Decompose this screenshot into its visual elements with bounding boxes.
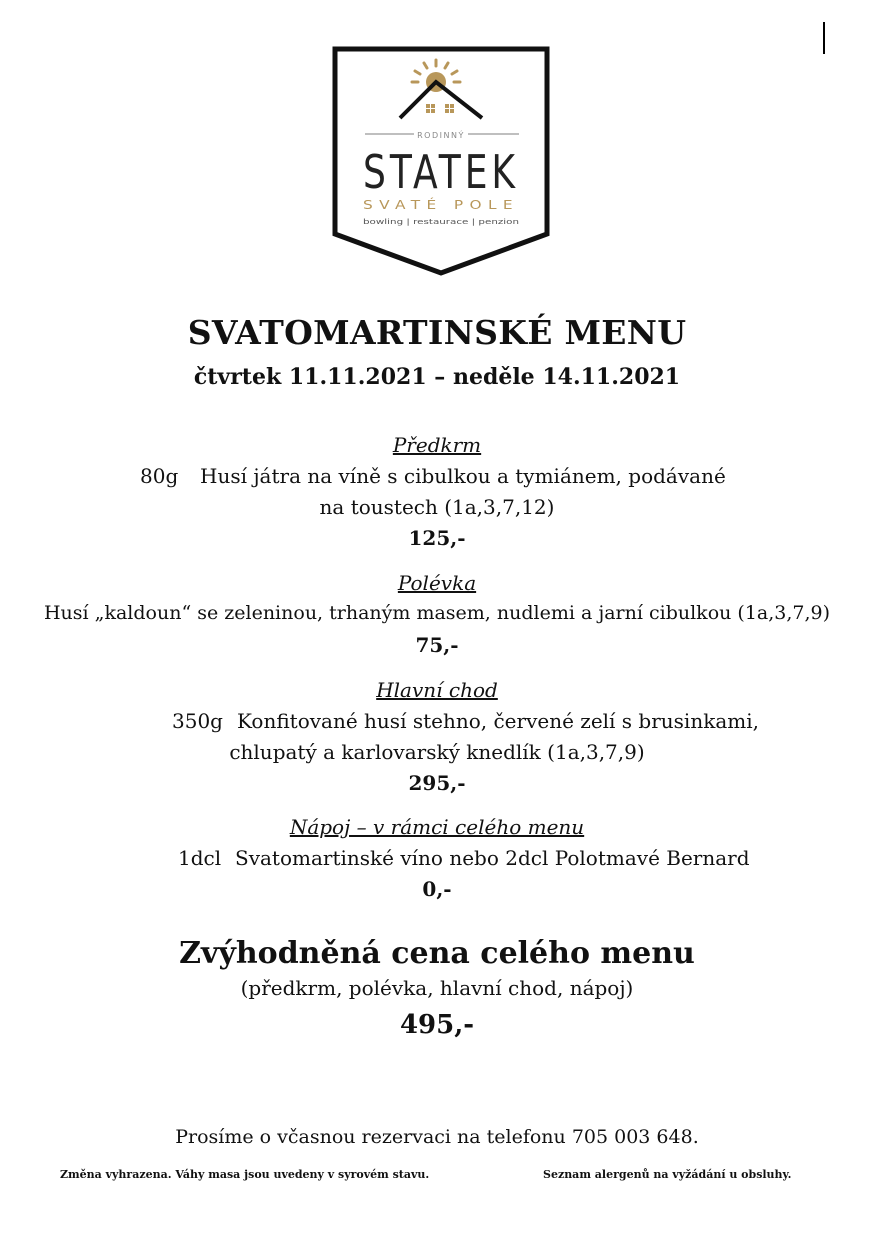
main-price: 295,- [408,771,466,795]
svg-text:bowling | restaurace | penzion: bowling | restaurace | penzion [363,218,519,226]
svg-text:STATEK: STATEK [363,145,519,199]
menu-title: SVATOMARTINSKÉ MENU [187,313,687,352]
main-heading: Hlavní chod [376,678,498,702]
text-cursor [823,22,825,54]
soup-price: 75,- [415,633,459,657]
footer-right-note: Seznam alergenů na vyžádání u obsluhy. [543,1168,792,1181]
offer-items: (předkrm, polévka, hlavní chod, nápoj) [240,976,634,1000]
main-qty: 350g [172,709,223,733]
main-desc-line1: Konfitované husí stehno, červené zelí s brusinkami, [237,709,759,733]
starter-desc-line1: Husí játra na víně s cibulkou a tymiánem, podávané [200,464,726,488]
starter-desc-line2: na toustech (1a,3,7,12) [319,495,555,519]
offer-price: 495,- [399,1010,475,1040]
soup-heading: Polévka [397,571,477,595]
drink-price: 0,- [422,877,452,901]
starter-qty: 80g [140,464,179,488]
footer-left-note: Změna vyhrazena. Váhy masa jsou uvedeny v syrovém stavu. [60,1168,430,1181]
svg-text:SVATÉ POLE: SVATÉ POLE [363,198,486,212]
reservation-note: Prosíme o včasnou rezervaci na telefonu 705 003 648. [175,1126,699,1148]
svg-text:RODINNÝ: RODINNÝ [417,131,465,140]
starter-price: 125,- [408,526,466,550]
main-desc-line2: chlupatý a karlovarský knedlík (1a,3,7,9) [229,740,645,764]
drink-desc: Svatomartinské víno nebo 2dcl Polotmavé Bernard [235,846,750,870]
drink-heading: Nápoj – v rámci celého menu [289,815,585,839]
drink-qty: 1dcl [178,846,222,870]
statek-logo [332,46,550,276]
menu-dates: čtvrtek 11.11.2021 – neděle 14.11.2021 [193,364,681,390]
offer-title: Zvýhodněná cena celého menu [179,936,695,971]
starter-heading: Předkrm [392,433,482,457]
soup-desc: Husí „kaldoun“ se zeleninou, trhaným masem, nudlemi a jarní cibulkou (1a,3,7,9) [43,602,831,624]
